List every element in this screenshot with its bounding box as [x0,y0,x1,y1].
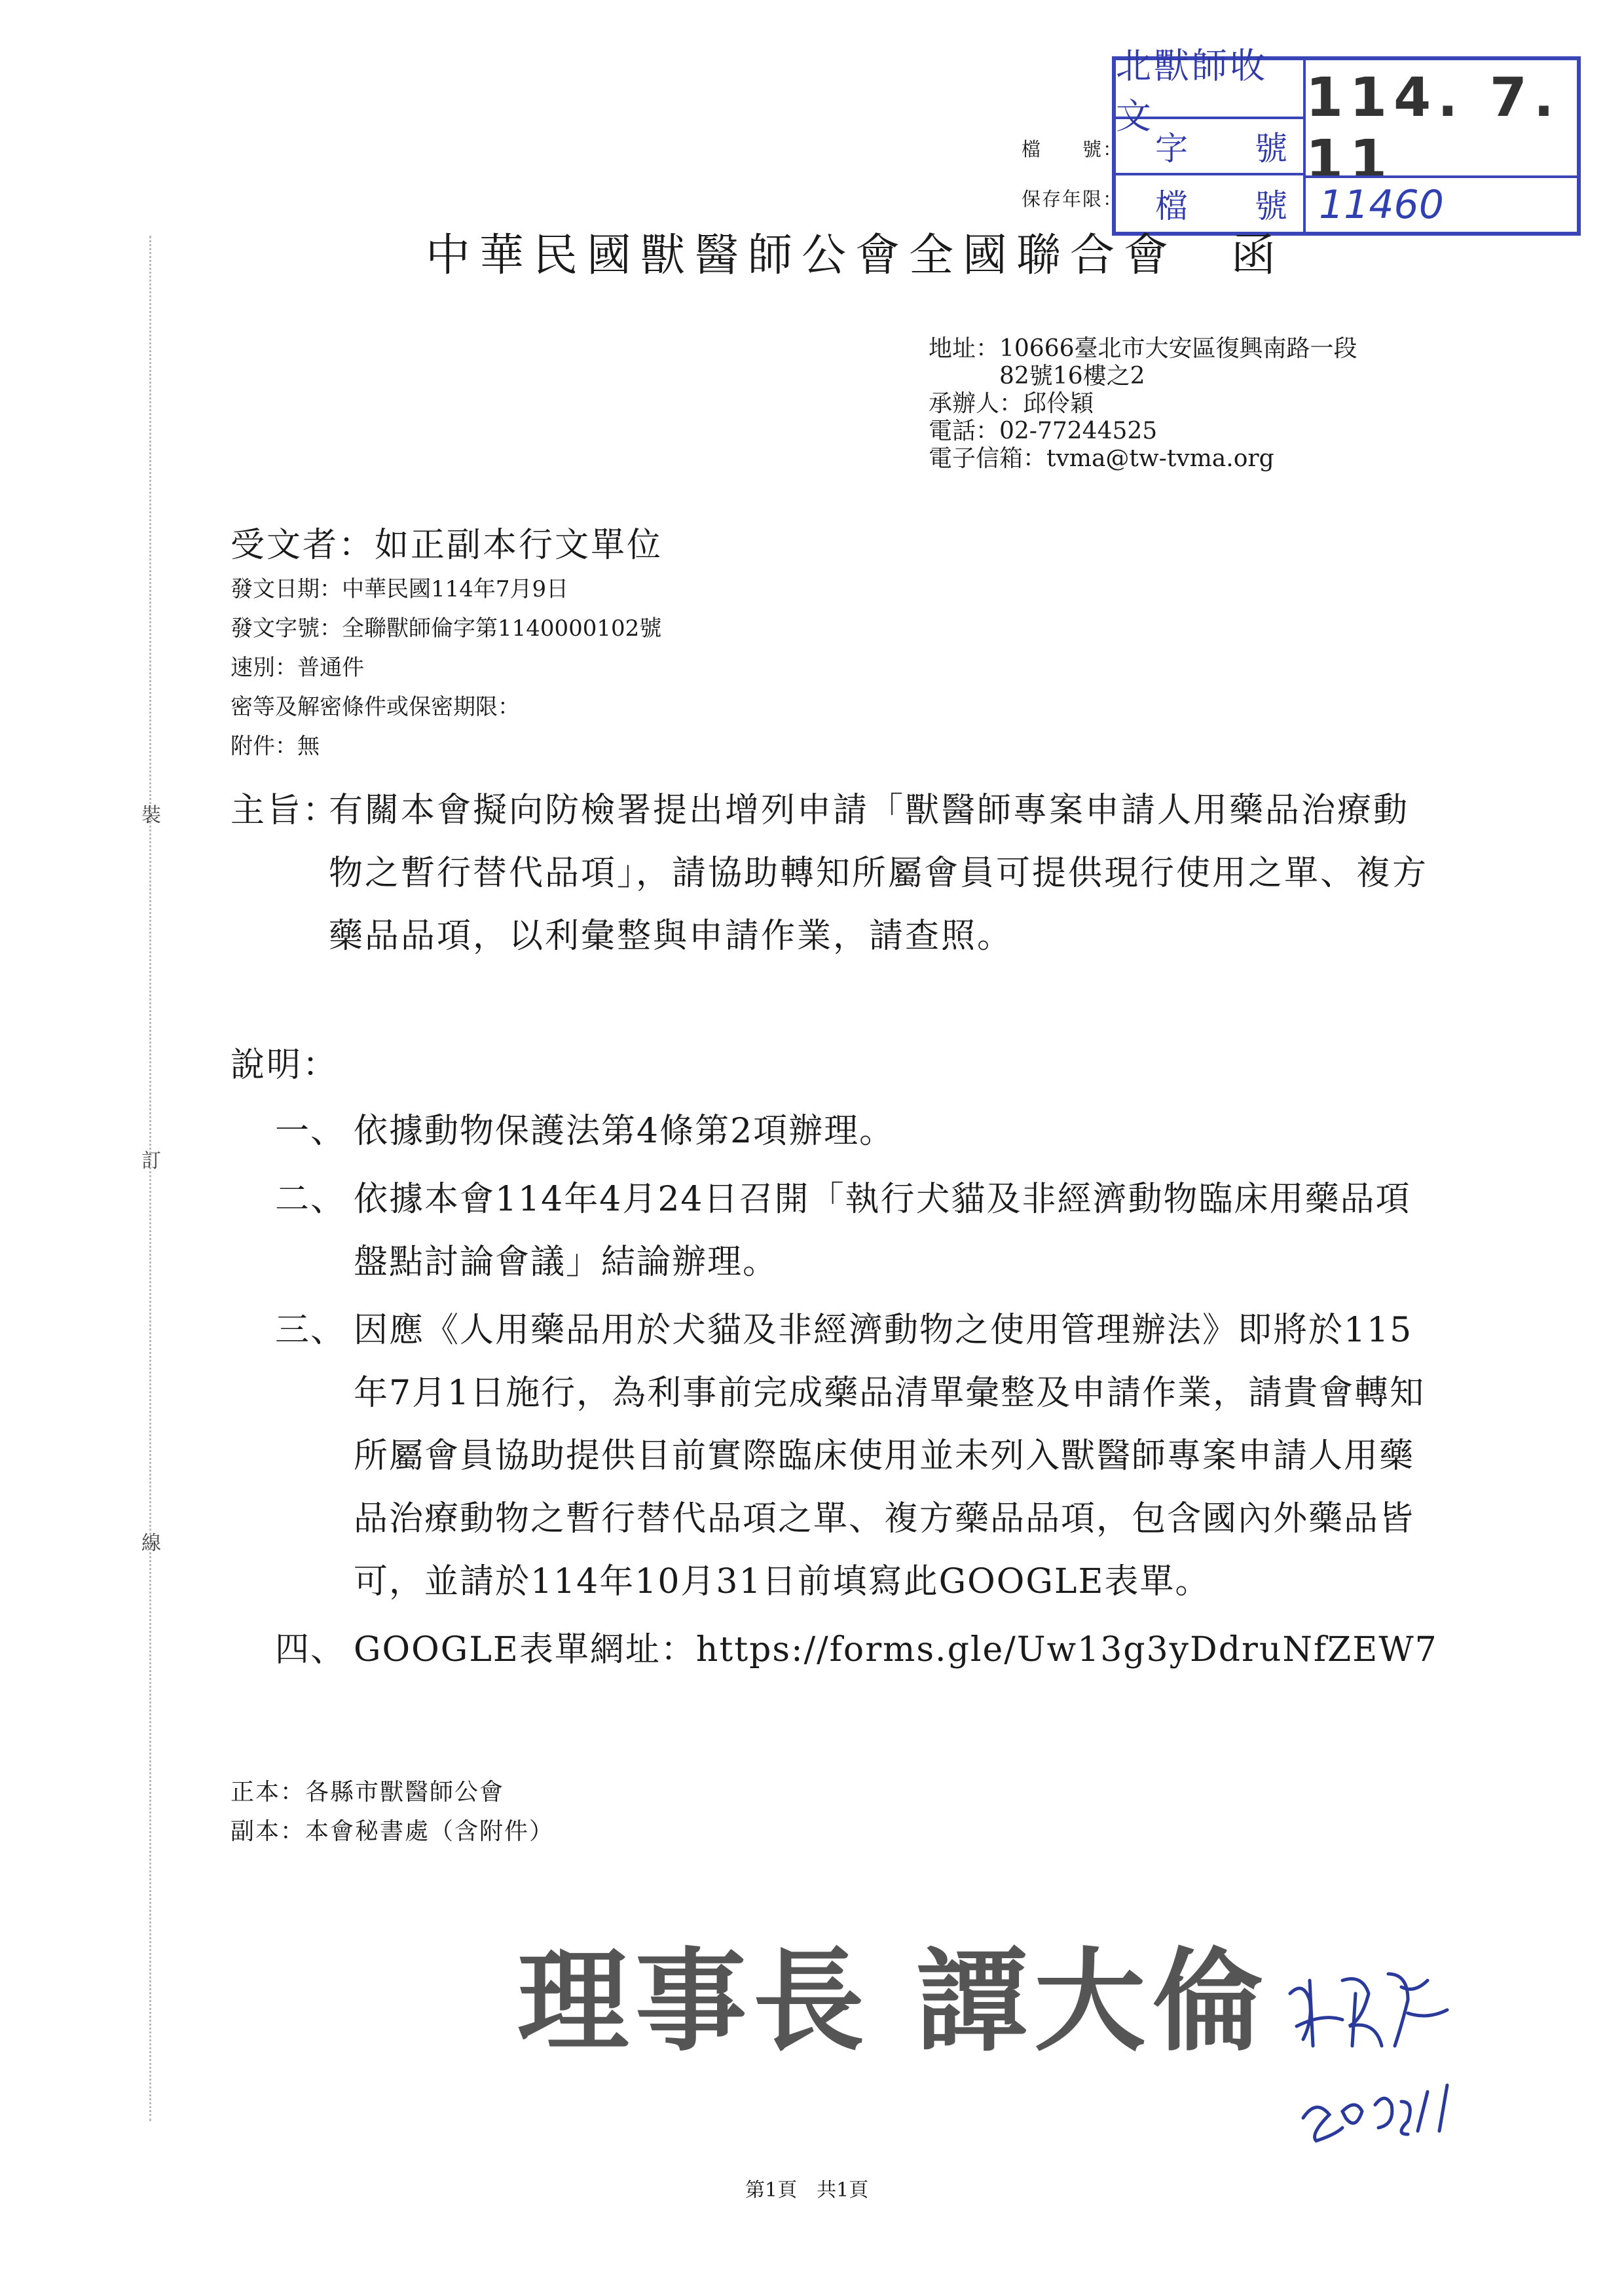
list-item [275,1618,1441,1681]
address-line-1: 地址：10666臺北市大安區復興南路一段 [929,335,1357,362]
binding-mark-1: 裝 [141,804,161,827]
stamp-zi-label-1: 字 [1155,130,1188,168]
email: 電子信箱：tvma@tw-tvma.org [929,445,1274,472]
document-meta [231,570,661,766]
address-line-2: 82號16樓之2 [929,363,1145,390]
attachment: 附件：無 [231,733,320,759]
list-item [275,1299,1441,1613]
item-text: 依據動物保護法第4條第2項辦理。 [354,1112,895,1151]
issue-date: 發文日期：中華民國114年7月9日 [231,576,569,602]
item-text: 依據本會114年4月24日召開「執行犬貓及非經濟動物臨床用藥品項盤點討論會議」結論辦理。 [354,1180,1411,1282]
stamp-date: 114. 7. 11 [1306,67,1561,191]
item-number: 四、 [275,1630,346,1669]
contact-person: 承辦人：邱伶穎 [929,390,1094,417]
handwritten-signature [1277,1954,1473,2151]
copy-recipient: 副本：本會秘書處（含附件） [231,1818,555,1845]
subject-text: 有關本會擬向防檢署提出增列申請「獸醫師專案申請人用藥品治療動物之暫行替代品項」，請協助轉知所屬會員可提供現行使用之單、複方藥品品項，以利彙整與申請作業，請查照。 [329,791,1429,956]
speed-class: 速別：普通件 [231,655,364,681]
file-number-label: 檔 號： [1022,138,1124,160]
phone: 電話：02-77244525 [929,418,1158,445]
explanation-label: 說明： [231,1046,339,1085]
page-footer: 第1頁 共1頁 [745,2179,869,2202]
subject [231,779,1435,968]
stamp-file-number: 11460 [1306,175,1577,232]
document-number: 發文字號：全聯獸師倫字第1140000102號 [231,615,662,642]
item-number: 二、 [275,1180,346,1219]
item-text: GOOGLE表單網址：https://forms.gle/Uw13g3yDdruNfZEW7 [354,1630,1438,1669]
item-number: 一、 [275,1112,346,1151]
stamp-dang-label-1: 檔 [1155,187,1188,225]
receipt-stamp [1112,45,1581,236]
item-number: 三、 [275,1311,346,1350]
item-text: 因應《人用藥品用於犬貓及非經濟動物之使用管理辦法》即將於115年7月1日施行，為利事前完成藥品清單彙整及申請作業，請貴會轉知所屬會員協助提供目前實際臨床使用並未列入獸醫師專案申請人用藥品治療動物之暫行替代品項之單、複方藥品品項，包含國內外藥品皆可，並請於114年10月31日前填寫此GOOGLE表單。 [354,1311,1426,1601]
stamp-zi-label [1116,119,1306,175]
explanation-list [275,1100,1441,1686]
stamp-zi-label-2: 號 [1255,130,1287,168]
stamp-dang-label-2: 號 [1255,187,1287,225]
subject-label: 主旨： [231,791,339,830]
chairman-seal: 理事長 譚大倫 [517,1936,1270,2067]
stamp-title: 北獸師收文 [1116,60,1306,119]
binding-mark-3: 線 [141,1532,161,1555]
list-item [275,1100,1441,1163]
recipient: 受文者：如正副本行文單位 [231,526,663,565]
binding-mark-2: 訂 [141,1150,161,1173]
secrecy: 密等及解密條件或保密期限： [231,694,520,720]
binding-line [149,236,151,2121]
sender-info [929,335,1357,473]
retention-label: 保存年限： [1022,188,1124,210]
primary-recipient: 正本：各縣市獸醫師公會 [231,1779,505,1806]
document-title: 中華民國獸醫師公會全國聯合會 函 [426,230,1285,282]
list-item [275,1168,1441,1294]
distribution [231,1773,554,1851]
